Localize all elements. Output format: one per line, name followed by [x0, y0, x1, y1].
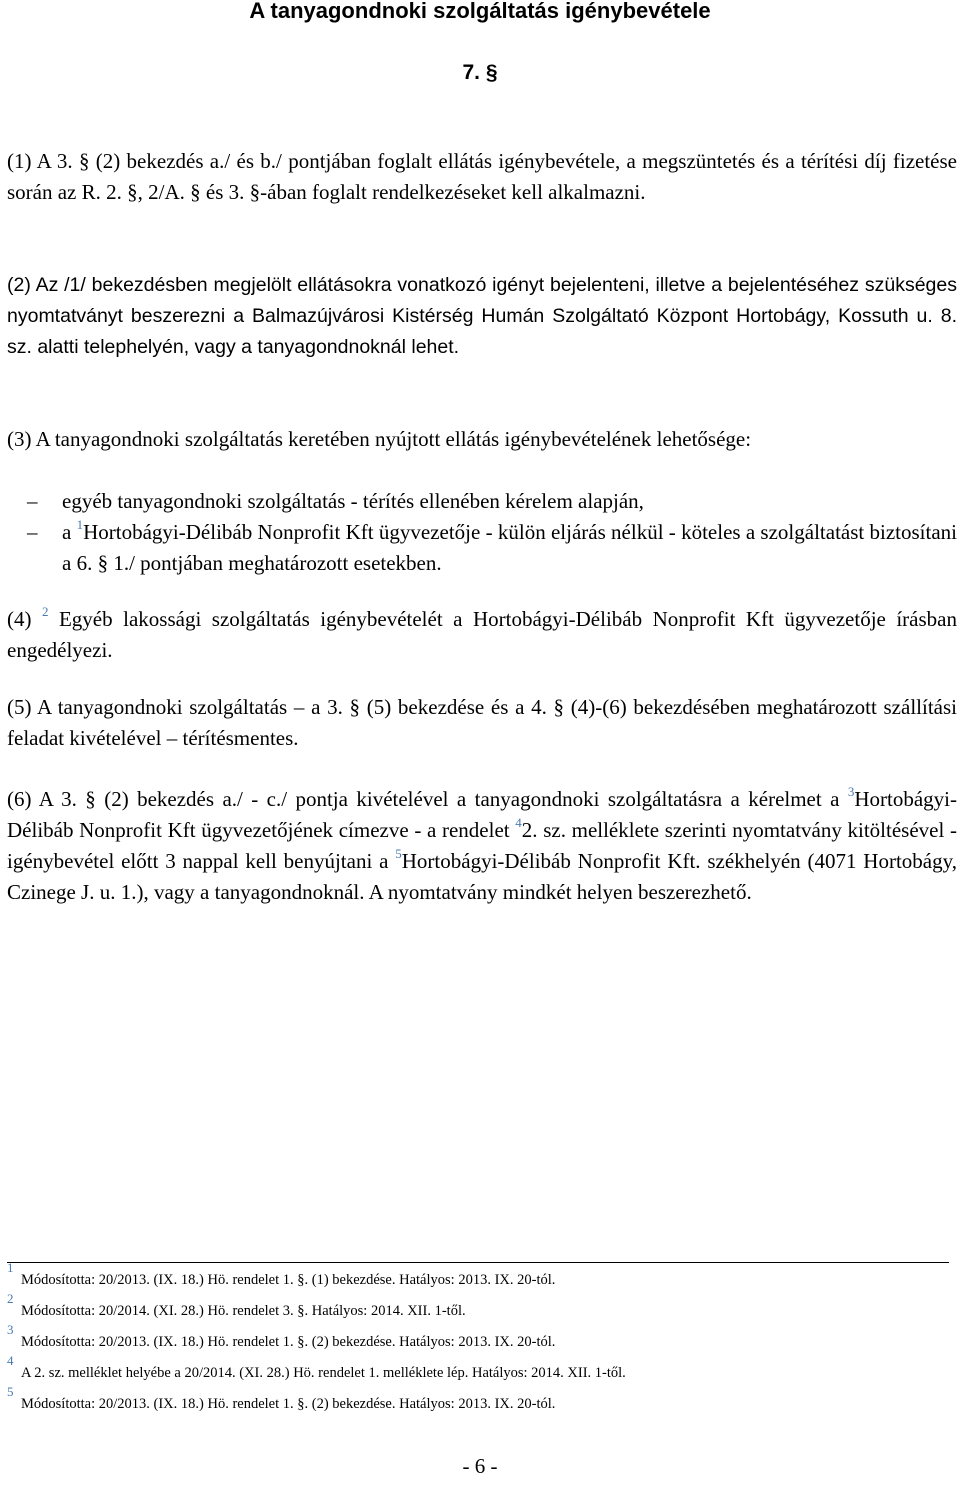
paragraph-3-intro: (3) A tanyagondnoki szolgáltatás keretében nyújtott ellátás igénybevételének lehetősége: [7, 427, 752, 451]
paragraph-6-part-a: (6) A 3. § (2) bekezdés a./ - c./ pontja kivételével a tanyagondnoki szolgáltatásra a kérelmet a [7, 787, 848, 811]
footnote-item [7, 1355, 957, 1386]
footnote-text: Módosította: 20/2013. (IX. 18.) Hö. rendelet 1. §. (1) bekezdése. Hatályos: 2013. IX. 20-tól. [21, 1272, 556, 1288]
page-number: - 6 - [462, 1454, 498, 1478]
footnote-ref-3[interactable]: 3 [847, 784, 855, 799]
list-dash: – [27, 489, 38, 513]
paragraph-4-after: Egyéb lakossági szolgáltatás igénybevételét a Hortobágyi-Délibáb Nonprofit Kft ügyvezetője írásban engedélyezi. [7, 607, 957, 662]
footnote-number: 3 [7, 1322, 14, 1337]
list-item-text: egyéb tanyagondnoki szolgáltatás - térítés ellenében kérelem alapján, [62, 489, 644, 513]
footnote-text: Módosította: 20/2013. (IX. 18.) Hö. rendelet 1. §. (2) bekezdése. Hatályos: 2013. IX. 20-tól. [21, 1396, 556, 1412]
paragraph-2: (2) Az /1/ bekezdésben megjelölt ellátásokra vonatkozó igényt bejelenteni, illetve a bejelentéséhez szükséges nyomtatványt beszerezni a Balmazújvárosi Kistérség Humán Szolgáltató Központ Hortobágy, Kossuth u. 8. sz. alatti telephelyén, vagy a tanyagondnoknál lehet. [7, 274, 957, 358]
footnote-text: Módosította: 20/2014. (XI. 28.) Hö. rendelet 3. §. Hatályos: 2014. XII. 1-től. [21, 1303, 466, 1319]
document-title: A tanyagondnoki szolgáltatás igénybevétele [249, 0, 711, 23]
paragraph-6-part-c: 2. sz. melléklete szerinti nyomtatvány kitöltésével - igénybevétel előtt 3 nappal kell benyújtani a [7, 818, 957, 873]
footnote-ref-1[interactable]: 1 [76, 517, 84, 532]
footnotes-list [7, 1262, 957, 1417]
paragraph-1: (1) A 3. § (2) bekezdés a./ és b./ pontjában foglalt ellátás igénybevétele, a megszüntetés és a térítési díj fizetése során az R. 2. §, 2/A. § és 3. §-ában foglalt rendelkezéseket kell alkalmazni. [7, 149, 957, 204]
footnote-number: 2 [7, 1291, 14, 1306]
footnote-ref-5[interactable]: 5 [395, 846, 402, 861]
footnote-item [7, 1293, 957, 1324]
paragraph-4 [7, 604, 957, 666]
list-dash: – [27, 520, 38, 544]
paragraph-6 [7, 784, 957, 908]
list-item-text-before: a [62, 520, 77, 544]
footnote-ref-4[interactable]: 4 [515, 815, 522, 830]
paragraph-3-list [7, 486, 957, 579]
footnote-number: 4 [7, 1353, 14, 1368]
footnote-text: Módosította: 20/2013. (IX. 18.) Hö. rendelet 1. §. (2) bekezdése. Hatályos: 2013. IX. 20-tól. [21, 1334, 556, 1350]
footnote-ref-2[interactable]: 2 [41, 604, 49, 619]
paragraph-6-part-d: Hortobágyi-Délibáb Nonprofit Kft. székhelyén (4071 Hortobágy, Czinege J. u. 1.), vagy a tanyagondnoknál. A nyomtatvány mindkét helyen beszerezhető. [7, 849, 957, 904]
paragraph-5: (5) A tanyagondnoki szolgáltatás – a 3. § (5) bekezdése és a 4. § (4)-(6) bekezdésében meghatározott szállítási feladat kivételével – térítésmentes. [7, 695, 957, 750]
paragraph-4-before: (4) [7, 607, 42, 631]
list-item [7, 486, 957, 517]
footnote-text: A 2. sz. melléklet helyébe a 20/2014. (XI. 28.) Hö. rendelet 1. melléklete lép. Hatályos: 2014. XII. 1-től. [21, 1365, 626, 1381]
footnote-item [7, 1386, 957, 1417]
list-item [7, 517, 957, 579]
list-item-text-after: Hortobágyi-Délibáb Nonprofit Kft ügyvezetője - külön eljárás nélkül - köteles a szolgáltatást biztosítani a 6. § 1./ pontjában meghatározott esetekben. [62, 520, 957, 575]
footnote-number: 1 [7, 1260, 14, 1275]
paragraph-6-part-b: Hortobágyi-Délibáb Nonprofit Kft ügyvezetőjének címezve - a rendelet [7, 787, 957, 842]
section-heading: 7. § [462, 61, 498, 84]
footnote-item [7, 1324, 957, 1355]
footnote-item [7, 1262, 957, 1293]
footnote-number: 5 [7, 1384, 14, 1399]
